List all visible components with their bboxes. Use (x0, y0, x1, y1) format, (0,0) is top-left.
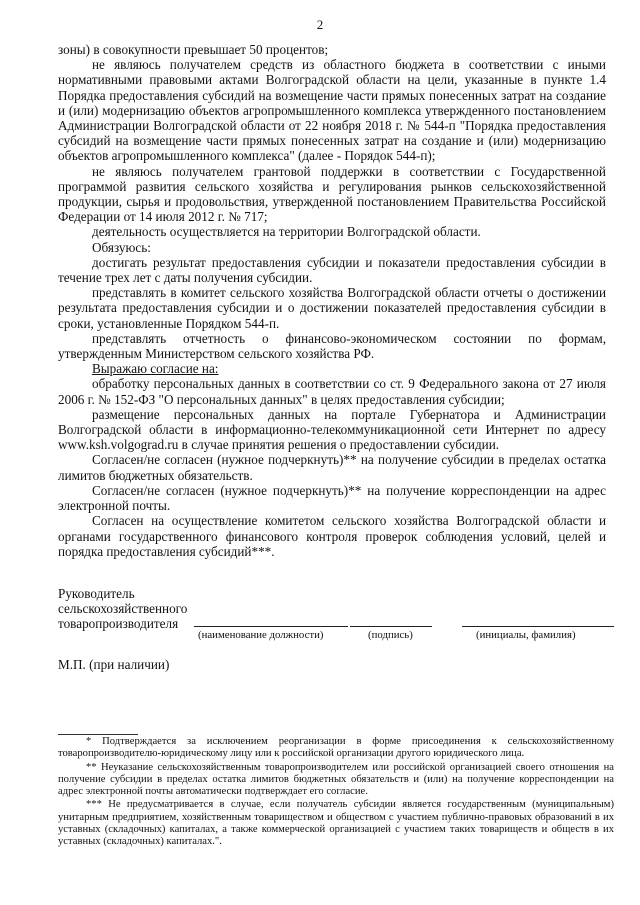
page-number: 2 (316, 17, 324, 32)
footnote: * Подтверждается за исключением реорганизации в форме присоединения к сельскохозяйственному товаропроизводителю-юридическому лицу или к российской организации другого юридического лица. (58, 736, 614, 760)
paragraph: зоны) в совокупности превышает 50 процентов; (58, 42, 329, 57)
footnote: ** Неуказание сельскохозяйственным товаропроизводителем или российской организацией своего отношения на получение субсидии в пределах остатка лимитов бюджетных обязательств и (или) на получение корреспонденции на адрес электронной почты автоматически подтверждает его согласие. (58, 761, 614, 798)
paragraph: не являюсь получателем грантовой поддержки в соответствии с Государственной программой развития сельского хозяйства и регулирования рынков сельскохозяйственной продукции, сырья и продовольствия, утвержденной постановлением Правительства Российской Федерации от 14 июля 2012 г. № 717; (58, 163, 606, 225)
name-line (462, 626, 614, 627)
name-caption: (инициалы, фамилия) (476, 629, 576, 641)
position-caption: (наименование должности) (198, 629, 324, 641)
paragraph: достигать результат предоставления субсидии и показатели предоставления субсидии в течение трех лет с даты получения субсидии. (58, 254, 606, 286)
consent-heading-text: Выражаю согласие на: (92, 361, 219, 377)
paragraph: размещение персональных данных на портале Губернатора и Администрации Волгоградской области в информационно-телекоммуникационной сети Интернет по адресу www.ksh.volgograd.ru в случае принятия решения о предоставлении субсидии. (58, 406, 606, 453)
footnote-divider (58, 734, 138, 735)
paragraph: Согласен/не согласен (нужное подчеркнуть)** на получение субсидии в пределах остатка лимитов бюджетных обязательств. (58, 452, 606, 483)
paragraph: представлять в комитет сельского хозяйства Волгоградской области отчеты о достижении результата предоставления субсидии и о достижении показателей предоставления субсидии в сроки, установленные Порядком 544-п. (58, 285, 606, 331)
signer-role-line: Руководитель (58, 586, 135, 601)
paragraph: обработку персональных данных в соответствии со ст. 9 Федерального закона от 27 июля 2006 г. № 152-ФЗ "О персональных данных" в целях предоставления субсидии; (58, 376, 606, 407)
paragraph: Согласен/не согласен (нужное подчеркнуть)** на получение корреспонденции на адрес электронной почты. (58, 482, 606, 514)
paragraph: деятельность осуществляется на территории Волгоградской области. (92, 224, 481, 240)
signature-block (58, 586, 618, 646)
signer-role-line: сельскохозяйственного (58, 601, 188, 617)
paragraph: представлять отчетность о финансово-экономическом состоянии по формам, утвержденным Министерством сельского хозяйства РФ. (58, 330, 606, 362)
signature-line (350, 626, 432, 627)
footnotes (58, 736, 614, 850)
position-line (194, 626, 348, 627)
signer-role (58, 586, 187, 632)
document-body (58, 42, 606, 559)
signer-role-line: товаропроизводителя (58, 616, 179, 632)
footnote: *** Не предусматривается в случае, если получатель субсидии является государственным (муниципальным) унитарным предприятием, хозяйственным товариществом и обществом с участием публично-правовых образований в их уставных (складочных) капиталах, а также коммерческой организацией с участием таких товариществ и обществ в их уставных (складочных) капиталах.". (58, 799, 614, 848)
stamp-placeholder: М.П. (при наличии) (58, 657, 170, 672)
paragraph: Обязуюсь: (92, 239, 151, 255)
paragraph: не являюсь получателем средств из областного бюджета в соответствии с иными нормативными правовыми актами Волгоградской области на цели, указанные в пункте 1.4 Порядка предоставления субсидий на возмещение части прямых понесенных затрат на создание и (или) модернизацию объектов агропромышленного комплекса утвержденного постановлением Администрации Волгоградской области от 22 ноября 2018 г. № 544-п "Порядка предоставления субсидий на возмещение части прямых понесенных затрат на создание и (или) модернизацию объектов агропромышленного комплекса" (далее - Порядок 544-п); (58, 57, 606, 164)
paragraph: Согласен на осуществление комитетом сельского хозяйства Волгоградской области и органами государственного финансового контроля проверок соблюдения условий, целей и порядка предоставления субсидий***. (58, 513, 606, 559)
signature-caption: (подпись) (368, 629, 413, 641)
consent-heading (58, 361, 606, 376)
